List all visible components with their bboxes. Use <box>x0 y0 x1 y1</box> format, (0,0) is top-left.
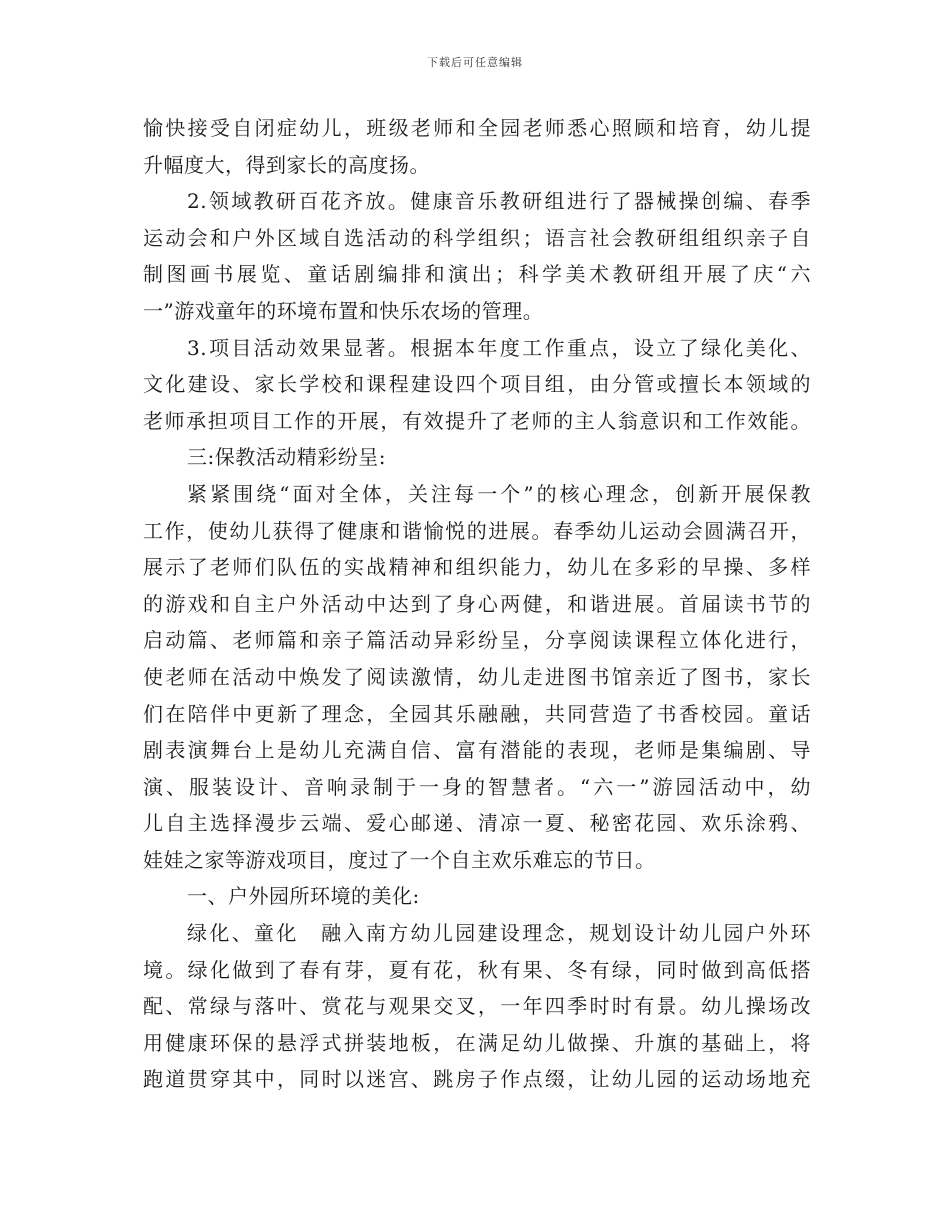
text-line: 境。绿化做到了春有芽，夏有花，秋有果、冬有绿，同时做到高低搭 <box>143 957 811 982</box>
text-line: 绿化、童化 融入南方幼儿园建设理念，规划设计幼儿园户外环 <box>187 921 811 946</box>
text-line: 配、常绿与落叶、赏花与观果交叉，一年四季时时有景。幼儿操场改 <box>143 994 811 1019</box>
text-line: 文化建设、家长学校和课程建设四个项目组，由分管或擅长本领域的 <box>143 372 811 397</box>
text-line: 儿自主选择漫步云端、爱心邮递、清凉一夏、秘密花园、欢乐涂鸦、 <box>143 811 811 836</box>
text-line: 运动会和户外区域自选活动的科学组织；语言社会教研组组织亲子自 <box>143 225 811 250</box>
text-line: 们在陪伴中更新了理念，全园其乐融融，共同营造了书香校园。童话 <box>143 701 811 726</box>
text-line: 工作，使幼儿获得了健康和谐愉悦的进展。春季幼儿运动会圆满召开， <box>143 518 811 543</box>
text-line: 跑道贯穿其中，同时以迷宫、跳房子作点缀，让幼儿园的运动场地充 <box>143 1067 811 1092</box>
text-line: 用健康环保的悬浮式拼装地板，在满足幼儿做操、升旗的基础上，将 <box>143 1030 811 1055</box>
text-line: 一”游戏童年的环境布置和快乐农场的管理。 <box>143 298 544 323</box>
text-line: 制图画书展览、童话剧编排和演出；科学美术教研组开展了庆“六 <box>143 262 811 287</box>
text-line: 剧表演舞台上是幼儿充满自信、富有潜能的表现，老师是集编剧、导 <box>143 738 811 763</box>
document-body <box>143 110 811 1098</box>
text-line: 三:保教活动精彩纷呈: <box>187 445 386 470</box>
text-line: 愉快接受自闭症幼儿，班级老师和全园老师悉心照顾和培育，幼儿提 <box>143 116 811 140</box>
text-line: 2.领域教研百花齐放。健康音乐教研组进行了器械操创编、春季 <box>187 189 811 214</box>
text-line: 紧紧围绕“面对全体，关注每一个”的核心理念，创新开展保教 <box>187 481 811 506</box>
text-line: 3.项目活动效果显著。根据本年度工作重点，设立了绿化美化、 <box>187 335 811 360</box>
text-line: 一、户外园所环境的美化: <box>187 884 420 909</box>
text-line: 演、服装设计、音响录制于一身的智慧者。“六一”游园活动中，幼 <box>143 774 811 799</box>
text-line: 使老师在活动中焕发了阅读激情，幼儿走进图书馆亲近了图书，家长 <box>143 664 811 689</box>
text-line: 的游戏和自主户外活动中达到了身心两健，和谐进展。首届读书节的 <box>143 591 811 616</box>
text-line: 启动篇、老师篇和亲子篇活动异彩纷呈，分享阅读课程立体化进行， <box>143 628 811 653</box>
page-header: 下载后可任意编辑 <box>427 56 523 69</box>
text-line: 展示了老师们队伍的实战精神和组织能力，幼儿在多彩的早操、多样 <box>143 555 811 580</box>
text-line: 升幅度大，得到家长的高度扬。 <box>143 152 430 177</box>
text-line: 老师承担项目工作的开展，有效提升了老师的主人翁意识和工作效能。 <box>143 408 811 433</box>
text-line: 娃娃之家等游戏项目，度过了一个自主欢乐难忘的节日。 <box>143 847 656 872</box>
